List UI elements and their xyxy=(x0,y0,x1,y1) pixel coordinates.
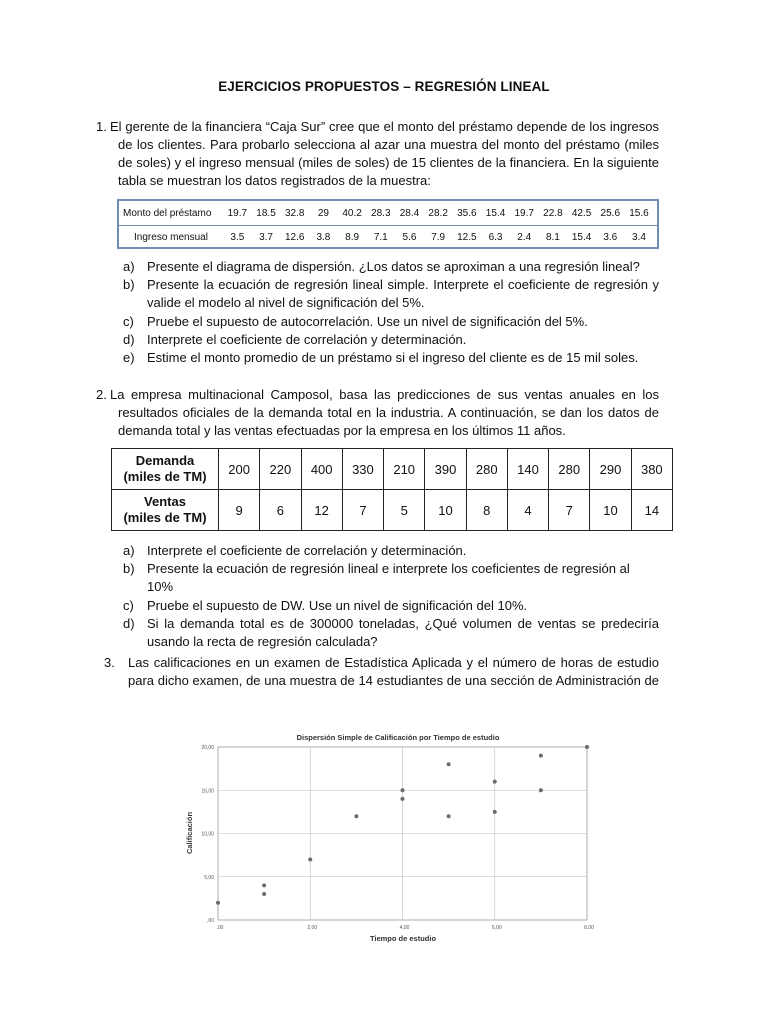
table-cell: 22.8 xyxy=(543,207,563,219)
item-label: c) xyxy=(123,313,134,329)
item-label: a) xyxy=(123,543,135,558)
y-tick-label: 15,00 xyxy=(201,788,214,795)
exercise-3-line: para dicho examen, de una muestra de 14 estudiantes de una sección de Administración de xyxy=(128,673,659,688)
data-point xyxy=(539,788,543,792)
table-cell: 12 xyxy=(301,490,342,531)
table-cell: 6 xyxy=(260,490,301,531)
exercise-1-statement xyxy=(96,118,659,190)
row-header-line: (miles de TM) xyxy=(123,469,207,484)
chart-title: Dispersión Simple de Calificación por Tiempo de estudio xyxy=(296,733,500,742)
table-cell: 280 xyxy=(549,449,590,490)
table-cell: 10 xyxy=(590,490,631,531)
loan-income-table xyxy=(117,199,659,249)
item-label: c) xyxy=(123,597,134,613)
table-cell: 4 xyxy=(507,490,548,531)
table-cell: 5 xyxy=(384,490,425,531)
data-point xyxy=(401,788,405,792)
table-cell: 12.6 xyxy=(284,231,305,243)
item-text: Presente la ecuación de regresión lineal e interprete los coeficientes de regresión al 10% xyxy=(147,561,630,595)
table-cell: 40.2 xyxy=(342,207,362,219)
table-cell: 3.4 xyxy=(632,231,646,243)
item-label: d) xyxy=(123,615,135,631)
item-label: b) xyxy=(123,277,135,293)
item-text: usando la recta de regresión calculada? xyxy=(147,634,378,650)
table-cell: 15.4 xyxy=(571,231,592,243)
table-cell: 18.5 xyxy=(256,207,276,219)
row-header xyxy=(112,449,219,490)
table-cell: 3.8 xyxy=(316,231,331,243)
table-cell: 400 xyxy=(301,449,342,490)
item-text: Pruebe el supuesto de DW. Use un nivel de significación del 10%. xyxy=(147,597,528,613)
table-cell: 32.8 xyxy=(284,207,305,219)
item-text: Estime el monto promedio de un préstamo si el ingreso del cliente es de 15 mil soles. xyxy=(147,350,639,366)
table-row xyxy=(119,225,657,249)
table-row xyxy=(119,201,657,226)
exercise-2-statement xyxy=(96,386,659,440)
list-item xyxy=(123,313,659,331)
list-item xyxy=(123,331,659,349)
chart-x-label: Tiempo de estudio xyxy=(369,934,437,943)
scatter-chart-svg xyxy=(175,715,610,955)
exercise-1-number: 1. xyxy=(96,119,107,134)
table-cell: 220 xyxy=(260,449,301,490)
item-text: Interprete el coeficiente de correlación y determinación. xyxy=(147,543,467,558)
table-cell: 380 xyxy=(631,449,672,490)
exercise-2-number: 2. xyxy=(96,387,107,402)
data-point xyxy=(493,780,497,784)
table-cell: 7 xyxy=(342,490,383,531)
item-text: Si la demanda total es de 300000 toneladas, ¿Qué volumen de ventas se predeciría xyxy=(147,615,659,631)
x-tick-label: 4,00 xyxy=(399,925,410,931)
data-point xyxy=(447,814,451,818)
list-item xyxy=(123,560,659,596)
x-tick-label: .00 xyxy=(216,925,224,931)
exercise-2-line: La empresa multinacional Camposol, basa las predicciones de sus ventas anuales en los xyxy=(110,387,659,402)
row-header-line: Demanda xyxy=(135,453,195,468)
list-item xyxy=(123,597,659,615)
table-cell: 19.7 xyxy=(227,207,248,219)
table-cell: 7.1 xyxy=(373,231,388,243)
list-item xyxy=(123,542,659,560)
list-item xyxy=(123,349,659,367)
item-text: Pruebe el supuesto de autocorrelación. Use un nivel de significación del 5%. xyxy=(147,313,588,329)
data-point xyxy=(216,901,220,905)
demand-sales-table xyxy=(111,448,673,531)
list-item xyxy=(123,258,659,276)
row-header: Monto del préstamo xyxy=(123,207,212,219)
exercise-1-line: El gerente de la financiera “Caja Sur” cree que el monto del préstamo depende de los ingresos xyxy=(110,119,659,134)
item-text: Interprete el coeficiente de correlación y determinación. xyxy=(147,331,467,347)
item-label: b) xyxy=(123,561,135,577)
table-cell: 390 xyxy=(425,449,466,490)
y-tick-label: 10,00 xyxy=(201,831,214,838)
list-item xyxy=(123,615,659,651)
list-item xyxy=(123,276,659,312)
exercise-1-line: de los clientes. Para probarlo selecciona al azar una muestra del monto del préstamo (miles xyxy=(118,137,659,152)
exercise-1-questions xyxy=(123,258,659,367)
table-cell: 3.7 xyxy=(259,231,273,243)
exercise-3-statement xyxy=(104,654,659,690)
table-cell: 29 xyxy=(317,207,329,219)
data-point xyxy=(262,892,266,896)
data-point xyxy=(493,810,497,814)
table-cell: 6.3 xyxy=(488,231,503,243)
data-point xyxy=(585,745,589,749)
table-cell: 35.6 xyxy=(457,207,477,219)
table-cell: 8 xyxy=(466,490,507,531)
row-header-line: Ventas xyxy=(144,494,186,509)
exercise-1-line: tabla se muestran los datos registrados de la muestra: xyxy=(118,173,431,188)
table-cell: 140 xyxy=(507,449,548,490)
item-label: a) xyxy=(123,259,135,274)
table-cell: 28.4 xyxy=(399,207,420,219)
row-header xyxy=(112,490,219,531)
item-text: Presente el diagrama de dispersión. ¿Los datos se aproximan a una regresión lineal? xyxy=(147,259,640,274)
table-row xyxy=(112,490,673,531)
exercise-1-line: de soles) y el ingreso mensual (miles de soles) de 15 clientes de la financiera. En la siguiente xyxy=(118,155,659,170)
table-cell: 8.9 xyxy=(345,231,360,243)
table-cell: 210 xyxy=(384,449,425,490)
row-header-line: (miles de TM) xyxy=(123,510,207,525)
page-title: EJERCICIOS PROPUESTOS – REGRESIÓN LINEAL xyxy=(218,79,550,94)
table-cell: 19.7 xyxy=(514,207,534,219)
exercise-2-line: demanda total y las ventas efectuadas por la empresa en los últimos 11 años. xyxy=(118,423,566,438)
table-cell: 25.6 xyxy=(600,207,621,219)
table-cell: 8.1 xyxy=(545,231,560,243)
item-label: d) xyxy=(123,331,135,347)
x-tick-label: 6,00 xyxy=(491,925,502,931)
item-text: Presente la ecuación de regresión lineal simple. Interprete el coeficiente de regresión y xyxy=(147,277,659,293)
table-cell: 290 xyxy=(590,449,631,490)
table-cell: 10 xyxy=(425,490,466,531)
table-cell: 7.9 xyxy=(431,231,446,243)
y-tick-label: ,00 xyxy=(207,918,214,924)
table-row xyxy=(112,449,673,490)
exercise-3-number: 3. xyxy=(104,655,115,670)
exercise-3-line: Las calificaciones en un examen de Estadística Aplicada y el número de horas de estudio xyxy=(128,655,659,670)
exercise-2-line: resultados oficiales de la demanda total en la industria. A continuación, se dan los datos de xyxy=(118,405,659,420)
table-cell: 12.5 xyxy=(457,231,477,243)
table-cell: 28.2 xyxy=(428,207,448,219)
table-cell: 3.6 xyxy=(603,231,618,243)
table-cell: 15.6 xyxy=(629,207,649,219)
data-point xyxy=(262,883,266,887)
table-cell: 9 xyxy=(219,490,260,531)
data-point xyxy=(447,762,451,766)
table-cell: 14 xyxy=(631,490,672,531)
table-cell: 330 xyxy=(342,449,383,490)
table-cell: 15.4 xyxy=(485,207,506,219)
scatter-chart xyxy=(175,715,610,955)
exercise-2-questions xyxy=(123,542,659,651)
x-tick-label: 8,00 xyxy=(584,925,594,931)
table-cell: 28.3 xyxy=(371,207,391,219)
data-point xyxy=(401,797,405,801)
data-point xyxy=(539,754,543,758)
table-cell: 3.5 xyxy=(230,231,245,243)
table-cell: 200 xyxy=(219,449,260,490)
table-cell: 42.5 xyxy=(571,207,592,219)
item-label: e) xyxy=(123,350,135,366)
data-point xyxy=(308,857,312,861)
x-tick-label: 2,00 xyxy=(307,925,318,931)
y-tick-label: 20,00 xyxy=(201,745,214,751)
table-cell: 7 xyxy=(549,490,590,531)
row-header: Ingreso mensual xyxy=(134,231,208,243)
item-text: valide el modelo al nivel de significación del 5%. xyxy=(147,295,425,311)
table-cell: 280 xyxy=(466,449,507,490)
chart-y-label: Calificación xyxy=(185,811,194,855)
chart-plot-area xyxy=(201,745,594,931)
table-cell: 5.6 xyxy=(402,231,417,243)
data-point xyxy=(354,814,358,818)
table-cell: 2.4 xyxy=(517,231,532,243)
y-tick-label: 5,00 xyxy=(204,874,214,881)
